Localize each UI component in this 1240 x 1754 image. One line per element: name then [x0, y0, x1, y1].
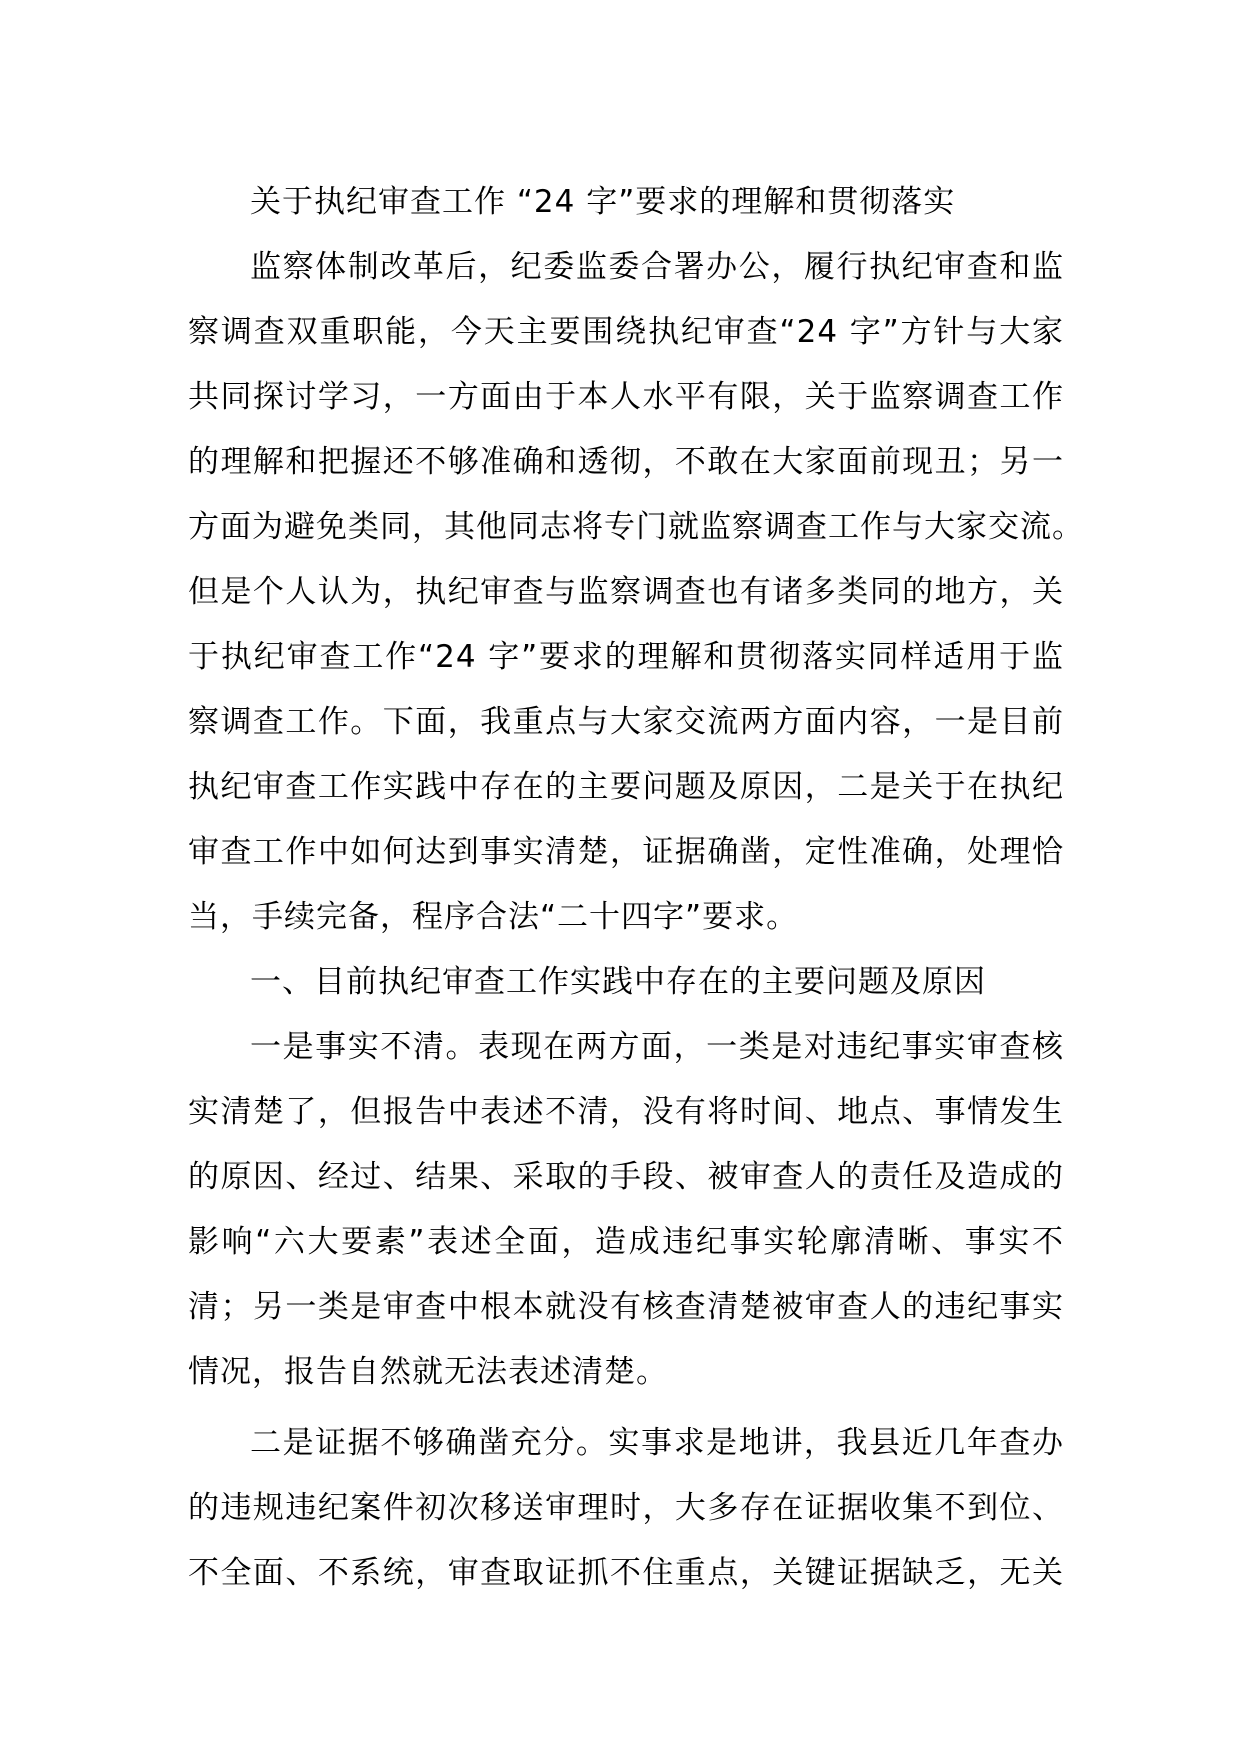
paragraph-line: 情况，报告自然就无法表述清楚。: [188, 1354, 668, 1390]
paragraph-line: 实清楚了，但报告中表述不清，没有将时间、地点、事情发生: [188, 1094, 1064, 1130]
paragraph-line: 审查工作中如何达到事实清楚，证据确凿，定性准确，处理恰: [188, 834, 1064, 870]
paragraph-line: 清；另一类是审查中根本就没有核查清楚被审查人的违纪事实: [188, 1289, 1064, 1325]
document-title: 关于执纪审查工作 “24 字”要求的理解和贯彻落实: [250, 184, 956, 220]
paragraph-line: 的违规违纪案件初次移送审理时，大多存在证据收集不到位、: [188, 1490, 1064, 1526]
paragraph-line: 但是个人认为，执纪审查与监察调查也有诸多类同的地方，关: [188, 574, 1064, 610]
section-heading: 一、目前执纪审查工作实践中存在的主要问题及原因: [250, 964, 986, 1000]
paragraph-line: 察调查双重职能，今天主要围绕执纪审查“24 字”方针与大家: [188, 314, 1064, 350]
paragraph-line: 二是证据不够确凿充分。实事求是地讲，我县近几年查办: [250, 1425, 1064, 1461]
paragraph-line: 当，手续完备，程序合法“二十四字”要求。: [188, 899, 799, 935]
paragraph-line: 不全面、不系统，审查取证抓不住重点，关键证据缺乏，无关: [188, 1555, 1064, 1591]
paragraph-line: 方面为避免类同，其他同志将专门就监察调查工作与大家交流。: [188, 509, 1084, 545]
paragraph-line: 监察体制改革后，纪委监委合署办公，履行执纪审查和监: [250, 249, 1064, 285]
paragraph-line: 影响“六大要素”表述全面，造成违纪事实轮廓清晰、事实不: [188, 1224, 1064, 1260]
paragraph-line: 一是事实不清。表现在两方面，一类是对违纪事实审查核: [250, 1029, 1064, 1065]
paragraph-line: 执纪审查工作实践中存在的主要问题及原因，二是关于在执纪: [188, 769, 1064, 805]
paragraph-line: 于执纪审查工作“24 字”要求的理解和贯彻落实同样适用于监: [188, 639, 1064, 675]
paragraph-line: 的原因、经过、结果、采取的手段、被审查人的责任及造成的: [188, 1159, 1064, 1195]
paragraph-line: 察调查工作。下面，我重点与大家交流两方面内容，一是目前: [188, 704, 1064, 740]
document-body: [188, 170, 1084, 1606]
paragraph-line: 共同探讨学习，一方面由于本人水平有限，关于监察调查工作: [188, 379, 1064, 415]
paragraph-line: 的理解和把握还不够准确和透彻，不敢在大家面前现丑；另一: [188, 444, 1064, 480]
